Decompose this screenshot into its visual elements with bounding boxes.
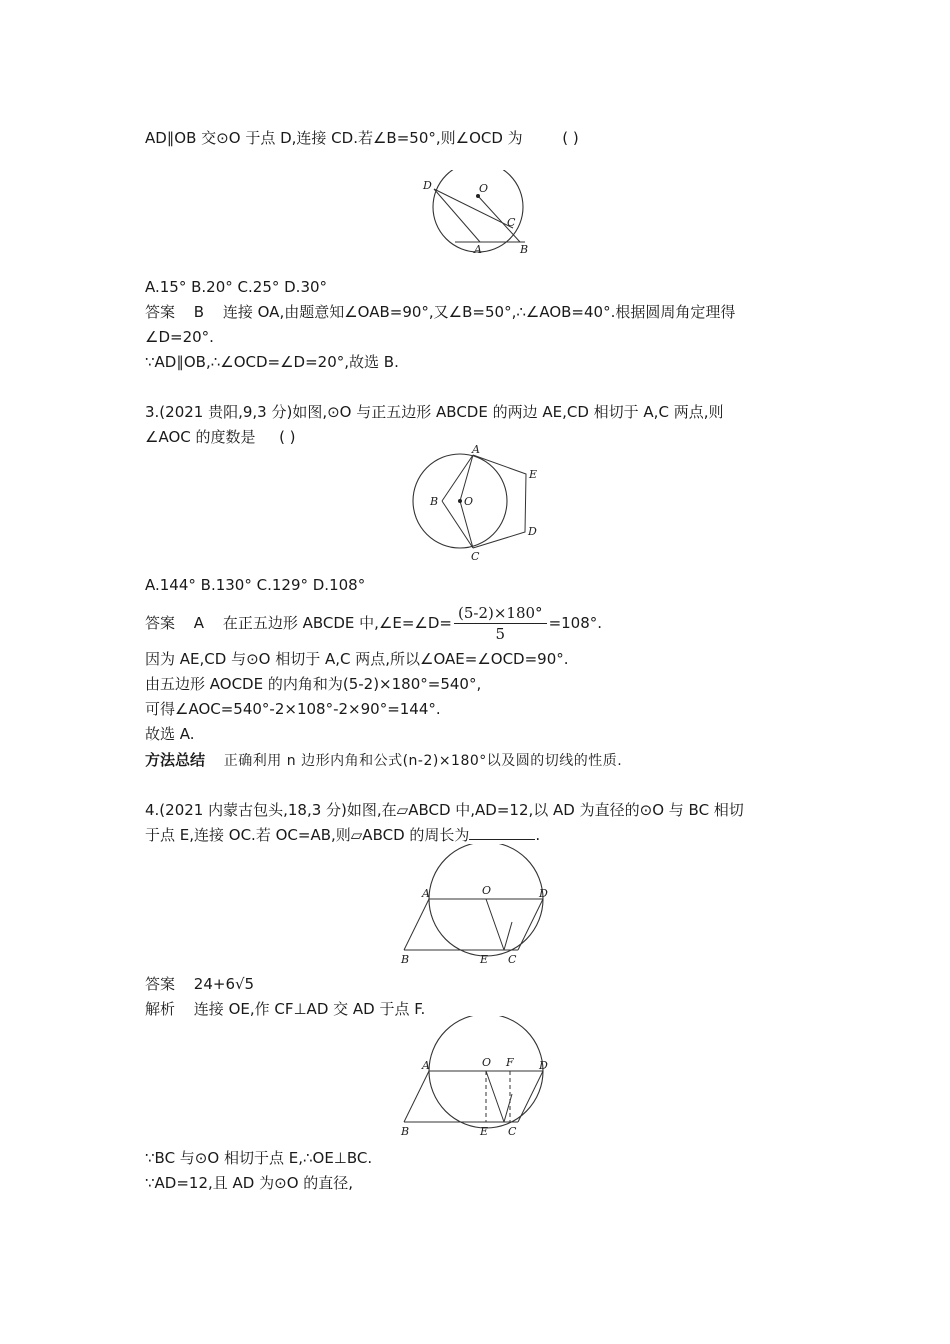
- q4-fig2-label-F: F: [506, 1056, 514, 1069]
- q4-answer-text: 24+6√5: [193, 975, 255, 993]
- q3-answer-line3: 由五边形 AOCDE 的内角和为(5-2)×180°=540°,: [145, 675, 482, 693]
- q4-figure-1: [396, 844, 556, 968]
- q3-label-E: E: [529, 468, 538, 481]
- q4-analysis: [145, 998, 425, 1020]
- q4-analysis-text: 连接 OE,作 CF⊥AD 交 AD 于点 F.: [193, 1000, 426, 1018]
- q3-fraction-denominator: 5: [495, 625, 506, 643]
- q2-answer: [145, 301, 735, 323]
- q4-fig2-label-A: A: [422, 1059, 430, 1072]
- q2-label-B: B: [520, 243, 529, 256]
- q3-answer-paren: ( ): [279, 428, 296, 446]
- q3-summary: [145, 749, 622, 771]
- q3-label-D: D: [528, 525, 537, 538]
- q4-answer: [145, 973, 254, 995]
- q2-options: A.15° B.20° C.25° D.30°: [145, 278, 328, 296]
- q4-fig1-label-D: D: [539, 887, 548, 900]
- q3-label-C: C: [471, 550, 480, 563]
- q4-fig2-label-C: C: [508, 1125, 517, 1138]
- q2-answer-label: 答案: [145, 303, 176, 321]
- q4-fig2-label-B: B: [401, 1125, 410, 1138]
- q3-label-B: B: [430, 495, 439, 508]
- q4-fig2-label-O: O: [482, 1056, 492, 1069]
- q3-fraction: [454, 603, 547, 644]
- q2-answer-text: 连接 OA,由题意知∠OAB=90°,又∠B=50°,∴∠AOB=40°.根据圆周角定理得: [222, 303, 736, 321]
- q2-stem: AD∥OB 交⊙O 于点 D,连接 CD.若∠B=50°,则∠OCD 为 ( ): [145, 129, 579, 147]
- q4-fig1-label-B: B: [401, 953, 410, 966]
- q3-stem-line1: 3.(2021 贵阳,9,3 分)如图,⊙O 与正五边形 ABCDE 的两边 AE,CD 相切于 A,C 两点,则: [145, 403, 724, 421]
- q4-fig2-label-D: D: [539, 1059, 548, 1072]
- q3-label-A: A: [472, 444, 480, 456]
- q4-figure-2: [396, 1016, 556, 1140]
- q4-answer-blank: [469, 825, 535, 840]
- q3-answer-choice: A: [193, 614, 205, 632]
- q3-fraction-numerator: (5-2)×180°: [454, 603, 547, 624]
- q2-answer-choice: B: [193, 303, 205, 321]
- q4-fig1-label-A: A: [422, 887, 430, 900]
- q3-answer: [145, 600, 602, 646]
- q2-answer-line2: ∠D=20°.: [145, 328, 214, 346]
- q4-answer-label: 答案: [145, 975, 176, 993]
- q2-label-D: D: [423, 179, 432, 192]
- q3-answer-pre: 在正五边形 ABCDE 中,∠E=∠D=: [222, 614, 452, 632]
- q3-answer-line4: 可得∠AOC=540°-2×108°-2×90°=144°.: [145, 700, 441, 718]
- q2-figure: [415, 170, 545, 258]
- q2-label-C: C: [507, 216, 516, 229]
- q3-answer-line2: 因为 AE,CD 与⊙O 相切于 A,C 两点,所以∠OAE=∠OCD=90°.: [145, 650, 569, 668]
- q2-answer-line3: ∵AD∥OB,∴∠OCD=∠D=20°,故选 B.: [145, 353, 399, 371]
- q4-stem-line2: 于点 E,连接 OC.若 OC=AB,则▱ABCD 的周长为 .: [145, 826, 541, 844]
- q3-answer-line5: 故选 A.: [145, 725, 195, 743]
- q4-fig1-label-C: C: [508, 953, 517, 966]
- q4-analysis-line3: ∵AD=12,且 AD 为⊙O 的直径,: [145, 1174, 354, 1192]
- q4-analysis-line2: ∵BC 与⊙O 相切于点 E,∴OE⊥BC.: [145, 1149, 373, 1167]
- q2-label-A: A: [474, 243, 482, 256]
- q4-fig1-label-E: E: [480, 953, 489, 966]
- q3-label-O: O: [464, 495, 474, 508]
- q3-stem-line2: ∠AOC 的度数是 ( ): [145, 428, 296, 446]
- q4-analysis-label: 解析: [145, 1000, 176, 1018]
- q4-fig1-label-O: O: [482, 884, 492, 897]
- q3-answer-post: =108°.: [548, 614, 603, 632]
- q4-fig2-label-E: E: [480, 1125, 489, 1138]
- q3-summary-text: 正确利用 n 边形内角和公式(n-2)×180°以及圆的切线的性质.: [223, 753, 623, 769]
- q3-options: A.144° B.130° C.129° D.108°: [145, 576, 366, 594]
- q2-answer-paren: ( ): [562, 129, 579, 147]
- q4-stem-line1: 4.(2021 内蒙古包头,18,3 分)如图,在▱ABCD 中,AD=12,以 AD 为直径的⊙O 与 BC 相切: [145, 801, 744, 819]
- q2-label-O: O: [479, 182, 489, 195]
- q3-summary-label: 方法总结: [145, 751, 206, 769]
- q3-answer-label: 答案: [145, 614, 176, 632]
- q3-figure: [408, 444, 548, 564]
